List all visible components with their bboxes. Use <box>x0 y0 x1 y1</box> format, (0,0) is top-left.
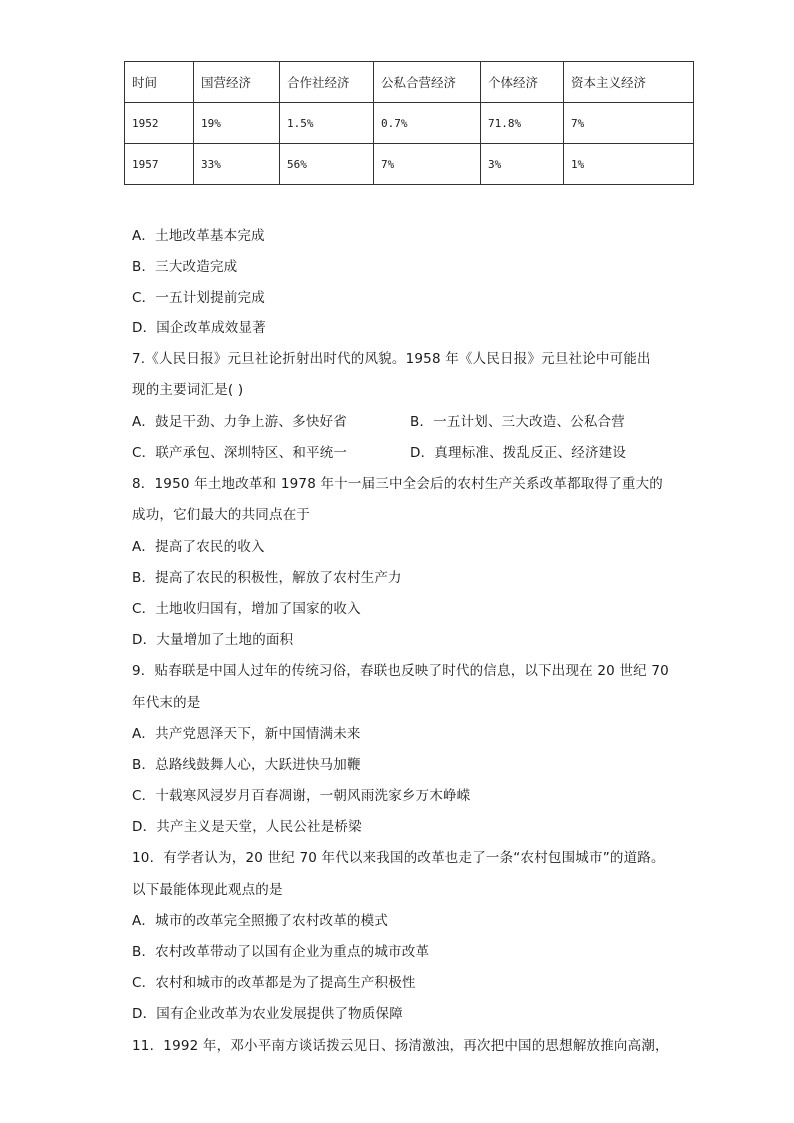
q8-option-c: C．土地收归国有，增加了国家的收入 <box>132 601 361 617</box>
table-cell: 19% <box>194 103 280 144</box>
table-cell: 1957 <box>125 144 194 185</box>
table-cell: 1% <box>564 144 694 185</box>
table-header-cell: 时间 <box>125 62 194 103</box>
table-cell: 3% <box>481 144 564 185</box>
table-cell: 33% <box>194 144 280 185</box>
q7-stem-line1: 7.《人民日报》元旦社论折射出时代的风貌。1958 年《人民日报》元旦社论中可能出 <box>132 351 651 367</box>
q6-option-a: A．土地改革基本完成 <box>132 228 265 244</box>
q9-stem-line2: 年代末的是 <box>132 695 201 711</box>
q8-stem-line2: 成功，它们最大的共同点在于 <box>132 507 311 523</box>
q7-option-row-1 <box>132 412 625 432</box>
q7-stem-line2: 现的主要词汇是( ) <box>132 382 244 398</box>
q11-stem-line1: 11．1992 年，邓小平南方谈话拨云见日、扬清激浊，再次把中国的思想解放推向高潮， <box>132 1038 669 1054</box>
table-header-cell: 资本主义经济 <box>564 62 694 103</box>
q8-option-b: B．提高了农民的积极性，解放了农村生产力 <box>132 570 402 586</box>
table-cell: 0.7% <box>374 103 481 144</box>
table-cell: 71.8% <box>481 103 564 144</box>
table-row <box>125 144 694 185</box>
q9-option-b: B．总路线鼓舞人心，大跃进快马加鞭 <box>132 757 361 773</box>
table-cell: 1.5% <box>280 103 374 144</box>
q10-option-d: D．国有企业改革为农业发展提供了物质保障 <box>132 1006 403 1022</box>
q6-option-b: B．三大改造完成 <box>132 259 238 275</box>
table-cell: 1952 <box>125 103 194 144</box>
q9-stem-line1: 9．贴春联是中国人过年的传统习俗，春联也反映了时代的信息，以下出现在 20 世纪 70 <box>132 663 669 679</box>
q10-option-b: B．农村改革带动了以国有企业为重点的城市改革 <box>132 944 430 960</box>
q7-option-b: B．一五计划、三大改造、公私合营 <box>410 414 625 430</box>
q7-option-c: C．联产承包、深圳特区、和平统一 <box>132 445 348 461</box>
table-row <box>125 103 694 144</box>
table-header-cell: 个体经济 <box>481 62 564 103</box>
q10-option-c: C．农村和城市的改革都是为了提高生产积极性 <box>132 975 416 991</box>
q8-stem-line1: 8．1950 年土地改革和 1978 年十一届三中全会后的农村生产关系改革都取得了重大的 <box>132 476 663 492</box>
q7-option-a: A．鼓足干劲、力争上游、多快好省 <box>132 414 347 430</box>
q10-option-a: A．城市的改革完全照搬了农村改革的模式 <box>132 913 389 929</box>
q9-option-a: A．共产党恩泽天下，新中国情满未来 <box>132 726 361 742</box>
q8-option-d: D．大量增加了土地的面积 <box>132 632 294 648</box>
q10-stem-line1: 10．有学者认为，20 世纪 70 年代以来我国的改革也走了一条“农村包围城市”的道路。 <box>132 850 665 866</box>
table-header-cell: 国营经济 <box>194 62 280 103</box>
q7-option-row-2 <box>132 443 627 463</box>
table-cell: 7% <box>374 144 481 185</box>
q6-option-c: C．一五计划提前完成 <box>132 290 265 306</box>
economy-structure-table <box>124 61 694 185</box>
q8-option-a: A．提高了农民的收入 <box>132 539 265 555</box>
table-header-row <box>125 62 694 103</box>
q9-option-c: C．十载寒风浸岁月百春凋谢，一朝风雨洗家乡万木峥嵘 <box>132 788 471 804</box>
q10-stem-line2: 以下最能体现此观点的是 <box>132 882 283 898</box>
q7-option-d: D．真理标准、拨乱反正、经济建设 <box>410 445 627 461</box>
table-cell: 56% <box>280 144 374 185</box>
table-cell: 7% <box>564 103 694 144</box>
q9-option-d: D．共产主义是天堂，人民公社是桥梁 <box>132 819 362 835</box>
table-header-cell: 公私合营经济 <box>374 62 481 103</box>
q6-option-d: D．国企改革成效显著 <box>132 320 266 336</box>
table-header-cell: 合作社经济 <box>280 62 374 103</box>
